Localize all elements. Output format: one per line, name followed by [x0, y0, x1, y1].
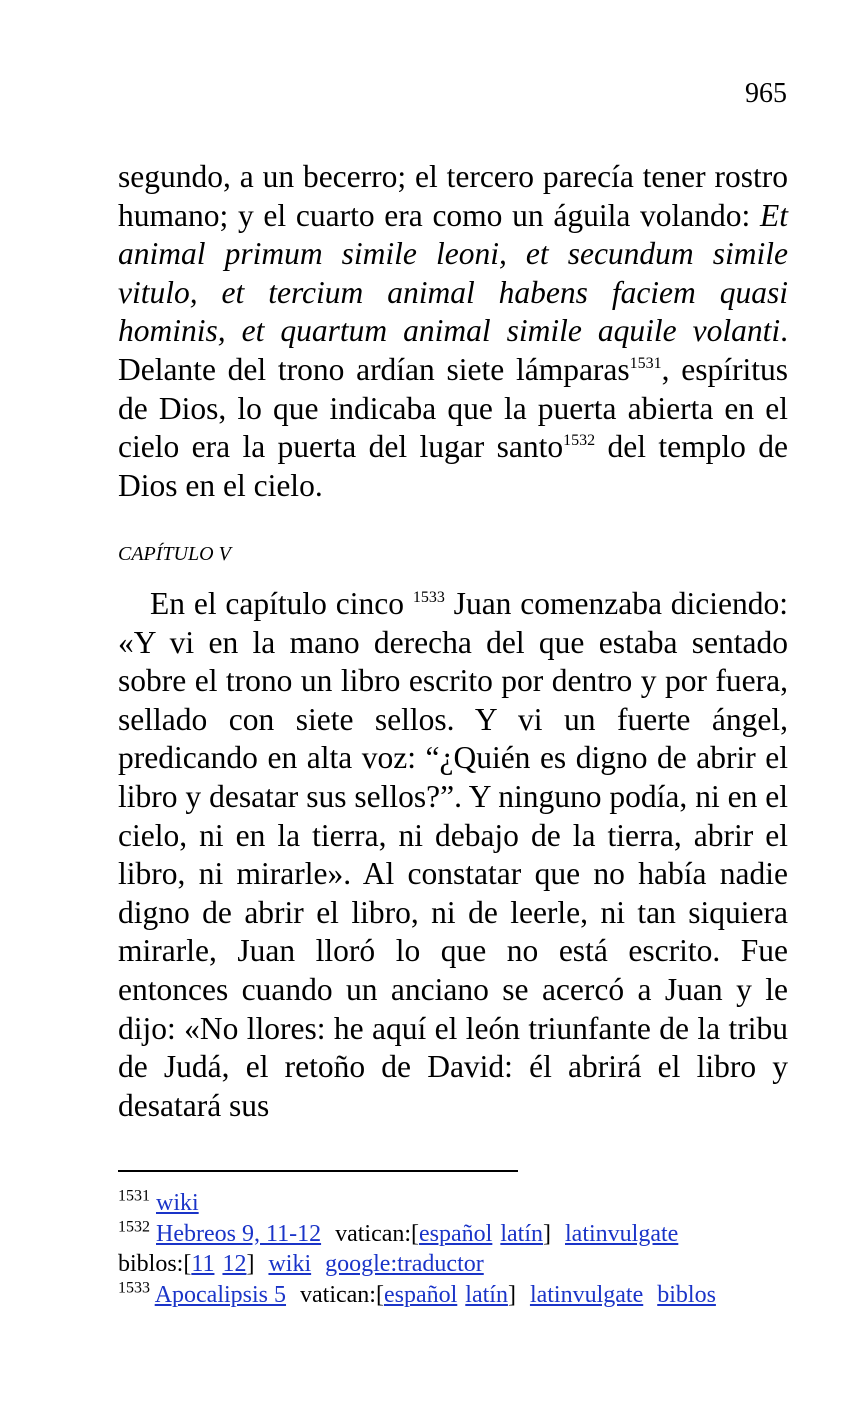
footnote-number: 1531 — [118, 1187, 150, 1205]
vatican-espanol-link[interactable]: español — [383, 1281, 458, 1308]
paragraph-text: En el capítulo cinco — [150, 586, 413, 621]
biblos-11-link[interactable]: 11 — [191, 1251, 215, 1277]
footnote-ref: 1531 — [629, 354, 662, 372]
google-traductor-link[interactable]: google:traductor — [325, 1251, 484, 1277]
footnote-number: 1533 — [118, 1278, 150, 1296]
footnote-ref: 1533 — [412, 589, 445, 606]
paragraph-text: del templo de Dios en el cielo. — [118, 429, 788, 503]
paragraph-text: . Delante del trono ardían siete lámparas — [118, 313, 788, 387]
latin-quote: Et animal primum simile leoni, et secundum simile vitulo, et tercium animal habens faciem quasi hominis, et quartum animal simile aquile volanti — [118, 197, 788, 349]
page-number: 965 — [745, 78, 787, 109]
hebreos-link[interactable]: Hebreos 9, 11-12 — [156, 1220, 322, 1247]
wiki-link[interactable]: wiki — [156, 1190, 199, 1216]
footnote-1533 — [118, 1280, 798, 1311]
footnote-ref: 1532 — [563, 432, 596, 450]
body-paragraph — [118, 158, 788, 505]
biblos-12-link[interactable]: 12 — [222, 1251, 247, 1277]
wiki-link[interactable]: wiki — [268, 1251, 312, 1277]
paragraph-text: Juan comenzaba diciendo: «Y vi en la mano derecha del que estaba sentado sobre el trono un libro escrito por dentro y por fuera, sellado con siete sellos. Y vi un fuerte ángel, predicando en alta voz: “¿Quién es digno de abrir el libro y desatar sus sellos?”. Y ninguno podía, ni en el cielo, ni en la tierra, ni debajo de la tierra, abrir el libro, ni mirarle». Al constatar que no había nadie digno de abrir el libro, ni de leerle, ni tan siquiera mirarle, Juan lloró lo que no está escrito. Fue entonces cuando un anciano se acercó a Juan y le dijo: «No llores: he aquí el león triunfante de la tribu de Judá, el retoño de David: él abrirá el libro y desatará sus — [118, 586, 789, 1123]
vatican-label: vatican:[ — [300, 1281, 384, 1308]
footnote-1531 — [118, 1188, 798, 1219]
vatican-latin-link[interactable]: latín — [465, 1281, 508, 1308]
paragraph-text: , espíritus de Dios, lo que indicaba que la puerta abierta en el cielo era la puerta del lugar santo — [118, 351, 788, 465]
body-paragraph — [118, 585, 788, 1125]
footnote-divider — [118, 1170, 518, 1172]
footnote-1532 — [118, 1219, 798, 1250]
bracket-close: ] — [543, 1220, 551, 1247]
apocalipsis-link[interactable]: Apocalipsis 5 — [154, 1281, 287, 1308]
footnote-1532-cont — [118, 1249, 798, 1280]
bracket-close: ] — [507, 1281, 516, 1308]
paragraph-text: segundo, a un becerro; el tercero parecía tener rostro humano; y el cuarto era como un águila volando: — [118, 159, 788, 233]
vatican-latin-link[interactable]: latín — [500, 1220, 543, 1247]
latinvulgate-link[interactable]: latinvulgate — [529, 1281, 644, 1308]
biblos-label: biblos:[ — [118, 1251, 192, 1277]
bracket-close: ] — [246, 1251, 255, 1277]
biblos-link[interactable]: biblos — [657, 1281, 716, 1308]
vatican-espanol-link[interactable]: español — [419, 1220, 493, 1247]
latinvulgate-link[interactable]: latinvulgate — [565, 1220, 679, 1247]
chapter-heading: CAPÍTULO V — [118, 543, 231, 565]
vatican-label: vatican:[ — [335, 1220, 420, 1247]
footnote-number: 1532 — [118, 1217, 150, 1235]
footnotes — [118, 1188, 798, 1310]
